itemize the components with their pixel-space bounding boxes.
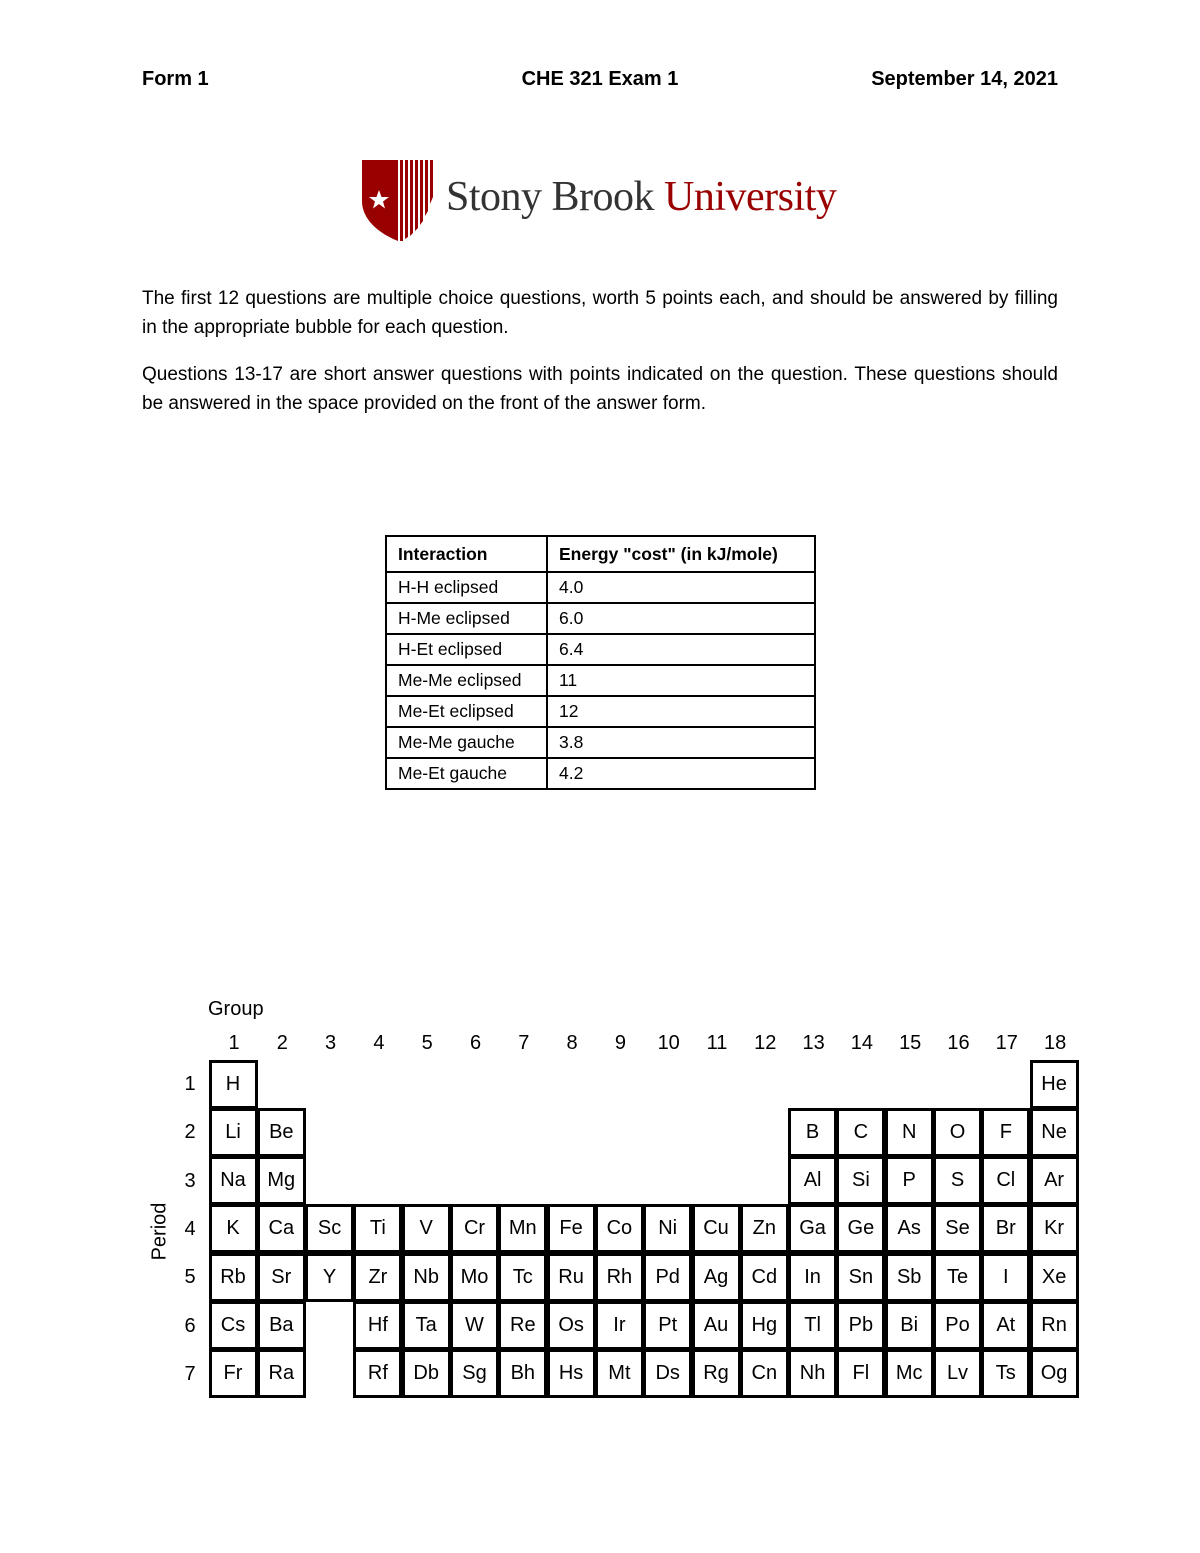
element-cell: Si: [836, 1156, 885, 1205]
element-cell: Fl: [836, 1349, 885, 1398]
group-number: 18: [1043, 1032, 1067, 1054]
element-cell: Ne: [1030, 1108, 1079, 1157]
group-number: 16: [947, 1032, 970, 1054]
element-cell: Lv: [933, 1349, 982, 1398]
period-number: 7: [184, 1362, 196, 1385]
interaction-cell: Me-Et eclipsed: [386, 696, 547, 727]
group-number: 4: [373, 1032, 385, 1054]
element-cell: Ti: [353, 1204, 402, 1253]
element-cell: Cn: [740, 1349, 789, 1398]
element-cell: Hs: [547, 1349, 596, 1398]
element-cell: Po: [933, 1301, 982, 1350]
element-cell: Rg: [692, 1349, 741, 1398]
instructions-multiple-choice: The first 12 questions are multiple choice questions, worth 5 points each, and should be answered by filling in the appropriate bubble for each question.: [142, 288, 1058, 338]
element-cell: Br: [981, 1204, 1030, 1253]
energy-cell: 4.2: [547, 758, 815, 789]
element-cell: Kr: [1030, 1204, 1079, 1253]
element-cell: Cr: [450, 1204, 499, 1253]
element-cell: Co: [595, 1204, 644, 1253]
group-number: 11: [706, 1032, 728, 1054]
group-axis-label: Group: [208, 998, 264, 1020]
element-cell: Tl: [788, 1301, 837, 1350]
element-cell: Mn: [498, 1204, 547, 1253]
element-cell: S: [933, 1156, 982, 1205]
element-cell: Rn: [1030, 1301, 1079, 1350]
group-number: 15: [899, 1032, 922, 1054]
element-cell: Fr: [209, 1349, 258, 1398]
group-number: 5: [421, 1032, 433, 1054]
interaction-cell: H-Me eclipsed: [386, 603, 547, 634]
instructions-short-answer: Questions 13-17 are short answer questions with points indicated on the question. These questions should be answered in the space provided on the front of the answer form.: [142, 364, 1058, 414]
element-cell: Os: [547, 1301, 596, 1350]
period-number: 4: [184, 1217, 196, 1240]
group-number: 14: [850, 1032, 874, 1054]
element-cell: Y: [305, 1253, 354, 1302]
element-cell: V: [402, 1204, 451, 1253]
period-number: 2: [184, 1121, 196, 1144]
element-cell: Ta: [402, 1301, 451, 1350]
element-cell: Ts: [981, 1349, 1030, 1398]
element-cell: He: [1030, 1060, 1079, 1109]
element-cell: Hg: [740, 1301, 789, 1350]
element-cell: W: [450, 1301, 499, 1350]
element-cell: Nh: [788, 1349, 837, 1398]
element-cell: Bi: [885, 1301, 934, 1350]
period-axis-label: Period: [148, 1202, 171, 1261]
exam-date: September 14, 2021: [871, 68, 1058, 90]
element-cell: Ir: [595, 1301, 644, 1350]
group-number: 17: [995, 1032, 1018, 1054]
element-cell: At: [981, 1301, 1030, 1350]
course-title: CHE 321 Exam 1: [521, 68, 679, 90]
group-number: 10: [657, 1032, 680, 1054]
element-cell: Al: [788, 1156, 837, 1205]
element-cell: Se: [933, 1204, 982, 1253]
element-cell: Cl: [981, 1156, 1030, 1205]
element-cell: B: [788, 1108, 837, 1157]
element-cell: Bh: [498, 1349, 547, 1398]
element-cell: Nb: [402, 1253, 451, 1302]
element-cell: Db: [402, 1349, 451, 1398]
element-cell: Ag: [692, 1253, 741, 1302]
energy-cell: 4.0: [547, 572, 815, 603]
period-number: 3: [184, 1169, 196, 1192]
element-cell: Mc: [885, 1349, 934, 1398]
element-cell: Na: [209, 1156, 258, 1205]
element-cell: Ba: [257, 1301, 306, 1350]
element-cell: Sn: [836, 1253, 885, 1302]
element-cell: Ru: [547, 1253, 596, 1302]
element-cell: Ca: [257, 1204, 306, 1253]
element-cell: I: [981, 1253, 1030, 1302]
form-label: Form 1: [142, 68, 209, 90]
column-header-energy: Energy "cost" (in kJ/mole): [547, 536, 815, 572]
element-cell: Tc: [498, 1253, 547, 1302]
group-number: 7: [518, 1032, 530, 1054]
element-cell: Zr: [353, 1253, 402, 1302]
interaction-cell: Me-Me gauche: [386, 727, 547, 758]
element-cell: Li: [209, 1108, 258, 1157]
group-number: 13: [802, 1032, 825, 1054]
interaction-cell: Me-Et gauche: [386, 758, 547, 789]
element-cell: Sr: [257, 1253, 306, 1302]
element-cell: Cu: [692, 1204, 741, 1253]
energy-cell: 12: [547, 696, 815, 727]
element-cell: Rh: [595, 1253, 644, 1302]
element-cell: Ar: [1030, 1156, 1079, 1205]
interaction-cell: Me-Me eclipsed: [386, 665, 547, 696]
element-cell: H: [209, 1060, 258, 1109]
element-cell: Og: [1030, 1349, 1079, 1398]
element-cell: Pd: [643, 1253, 692, 1302]
element-cell: Pt: [643, 1301, 692, 1350]
element-cell: Hf: [353, 1301, 402, 1350]
element-cell: In: [788, 1253, 837, 1302]
group-number: 8: [566, 1032, 578, 1054]
column-header-interaction: Interaction: [386, 536, 547, 572]
energy-cell: 6.0: [547, 603, 815, 634]
element-cell: Te: [933, 1253, 982, 1302]
element-cell: Xe: [1030, 1253, 1079, 1302]
energy-cell: 6.4: [547, 634, 815, 665]
wordmark-university: University: [664, 174, 837, 220]
element-cell: P: [885, 1156, 934, 1205]
element-cell: Ge: [836, 1204, 885, 1253]
element-cell: Cd: [740, 1253, 789, 1302]
element-cell: As: [885, 1204, 934, 1253]
element-cell: Pb: [836, 1301, 885, 1350]
group-number: 1: [228, 1032, 240, 1054]
group-number: 3: [325, 1032, 337, 1054]
group-number: 2: [276, 1032, 288, 1054]
element-cell: Ds: [643, 1349, 692, 1398]
period-number: 5: [184, 1266, 196, 1289]
energy-cell: 3.8: [547, 727, 815, 758]
interaction-cell: H-Et eclipsed: [386, 634, 547, 665]
wordmark-stony-brook: Stony Brook: [446, 174, 655, 220]
element-cell: K: [209, 1204, 258, 1253]
group-number: 12: [754, 1032, 777, 1054]
element-cell: Fe: [547, 1204, 596, 1253]
element-cell: Mt: [595, 1349, 644, 1398]
element-cell: Cs: [209, 1301, 258, 1350]
element-cell: Sc: [305, 1204, 354, 1253]
element-cell: Au: [692, 1301, 741, 1350]
element-cell: Ra: [257, 1349, 306, 1398]
group-number: 9: [614, 1032, 626, 1054]
element-cell: Rb: [209, 1253, 258, 1302]
period-number: 6: [184, 1314, 196, 1337]
element-cell: F: [981, 1108, 1030, 1157]
element-cell: Ni: [643, 1204, 692, 1253]
element-cell: Sb: [885, 1253, 934, 1302]
element-cell: Ga: [788, 1204, 837, 1253]
element-cell: N: [885, 1108, 934, 1157]
element-cell: Re: [498, 1301, 547, 1350]
element-cell: C: [836, 1108, 885, 1157]
interaction-cell: H-H eclipsed: [386, 572, 547, 603]
element-cell: Be: [257, 1108, 306, 1157]
element-cell: Sg: [450, 1349, 499, 1398]
element-cell: Mg: [257, 1156, 306, 1205]
element-cell: Rf: [353, 1349, 402, 1398]
period-number: 1: [184, 1073, 196, 1095]
energy-cell: 11: [547, 665, 815, 696]
element-cell: Mo: [450, 1253, 499, 1302]
group-number: 6: [469, 1032, 482, 1054]
element-cell: Zn: [740, 1204, 789, 1253]
element-cell: O: [933, 1108, 982, 1157]
